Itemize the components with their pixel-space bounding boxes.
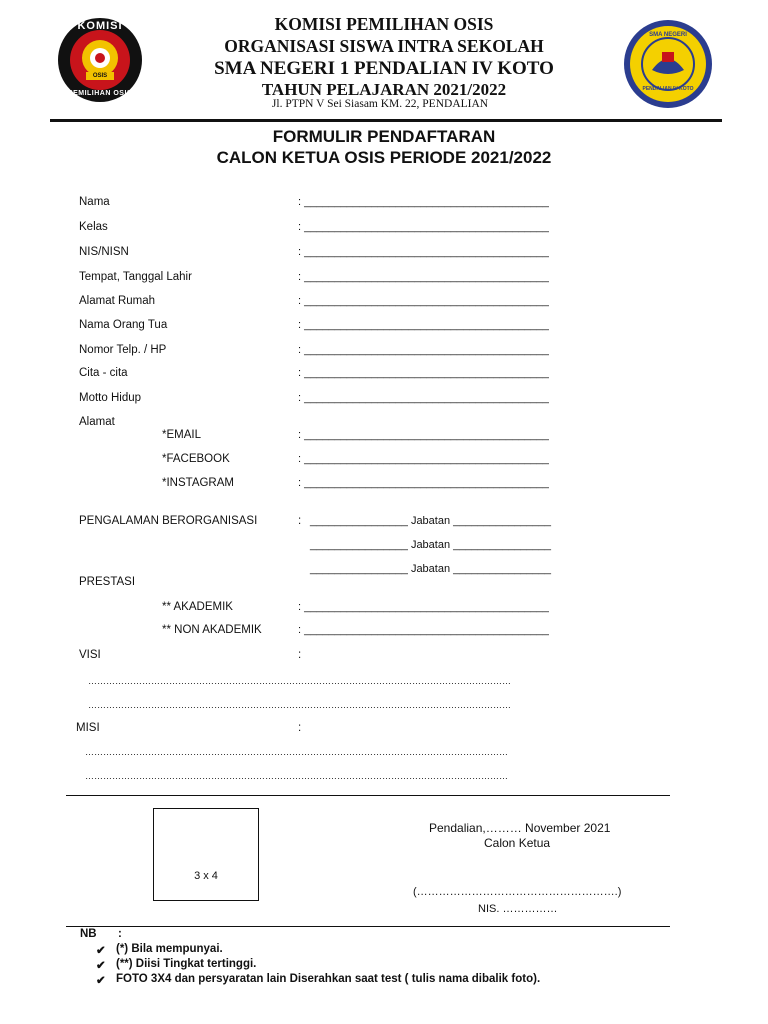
- signature-place-date: Pendalian,……… November 2021: [429, 821, 611, 835]
- komisi-logo-badge: OSIS: [92, 73, 108, 79]
- signature-role: Calon Ketua: [484, 836, 551, 850]
- section-divider: [66, 795, 670, 796]
- field-label-cita: Cita - cita: [79, 367, 128, 379]
- note-item-3: FOTO 3X4 dan persyaratan lain Diserahkan saat test ( tulis nama dibalik foto).: [116, 973, 541, 985]
- notes-colon: :: [118, 928, 122, 940]
- field-label-akademik: ** AKADEMIK: [162, 601, 233, 613]
- form-title-2: CALON KETUA OSIS PERIODE 2021/2022: [216, 148, 552, 167]
- note-item-1: (*) Bila mempunyai.: [116, 943, 223, 955]
- jabatan-line-1[interactable]: ________________ Jabatan ________________: [310, 515, 552, 527]
- check-icon: ✔: [96, 945, 106, 957]
- kop-line-4: TAHUN PELAJARAN 2021/2022: [261, 80, 507, 99]
- field-label-alamat-rumah: Alamat Rumah: [79, 295, 156, 307]
- komisi-logo-top-text: KOMISI: [77, 20, 123, 32]
- misi-dots-2[interactable]: ……………………………………………………………………………………………………………………………: [85, 771, 508, 781]
- field-line-alamat-rumah[interactable]: : ________________________________________: [298, 295, 549, 307]
- field-line-ttl[interactable]: : ________________________________________: [298, 271, 549, 283]
- kop-address: Jl. PTPN V Sei Siasam KM. 22, PENDALIAN: [271, 98, 489, 110]
- check-icon: ✔: [96, 960, 106, 972]
- field-label-misi: MISI: [76, 722, 100, 734]
- visi-colon: :: [298, 649, 302, 661]
- photo-box[interactable]: [153, 808, 259, 901]
- field-label-kelas: Kelas: [79, 221, 108, 233]
- kop-line-1: KOMISI PEMILIHAN OSIS: [274, 14, 494, 34]
- field-label-orang-tua: Nama Orang Tua: [79, 319, 168, 331]
- field-label-telp: Nomor Telp. / HP: [79, 344, 167, 356]
- field-line-email[interactable]: : ________________________________________: [298, 429, 549, 441]
- misi-colon: :: [298, 722, 302, 734]
- note-item-2: (**) Diisi Tingkat tertinggi.: [116, 958, 257, 970]
- field-label-facebook: *FACEBOOK: [162, 453, 230, 465]
- check-icon: ✔: [96, 975, 106, 987]
- notes-divider: [66, 926, 670, 927]
- school-logo-bottom-text: PENDALIAN IV KOTO: [642, 86, 694, 92]
- signature-nis-line[interactable]: NIS. ……………: [478, 903, 558, 915]
- field-line-orang-tua[interactable]: : ________________________________________: [298, 319, 549, 331]
- photo-box-label: 3 x 4: [194, 870, 218, 882]
- form-title-1: FORMULIR PENDAFTARAN: [272, 127, 496, 146]
- visi-dots-2[interactable]: ……………………………………………………………………………………………………………………………: [88, 700, 511, 710]
- field-label-nis: NIS/NISN: [79, 246, 129, 258]
- field-line-kelas[interactable]: : ________________________________________: [298, 221, 549, 233]
- field-line-non-akademik[interactable]: : ________________________________________: [298, 624, 549, 636]
- signature-name-line[interactable]: (……………………………………………….): [413, 886, 622, 898]
- jabatan-line-3[interactable]: ________________ Jabatan ________________: [310, 563, 552, 575]
- field-label-motto: Motto Hidup: [79, 392, 142, 404]
- field-line-nama[interactable]: : ________________________________________: [298, 196, 549, 208]
- kop-line-2: ORGANISASI SISWA INTRA SEKOLAH: [224, 36, 544, 56]
- header-divider: [50, 119, 722, 122]
- field-line-instagram[interactable]: : ________________________________________: [298, 477, 549, 489]
- field-label-ttl: Tempat, Tanggal Lahir: [79, 271, 192, 283]
- notes-label: NB: [80, 928, 97, 940]
- field-label-alamat: Alamat: [79, 416, 115, 428]
- field-label-email: *EMAIL: [162, 429, 201, 441]
- visi-dots-1[interactable]: ……………………………………………………………………………………………………………………………: [88, 676, 511, 686]
- field-line-cita[interactable]: : ________________________________________: [298, 367, 549, 379]
- field-label-pengalaman: PENGALAMAN BERORGANISASI: [79, 515, 258, 527]
- komisi-logo-bottom-text: PEMILIHAN OSIS: [67, 90, 133, 97]
- field-label-non-akademik: ** NON AKADEMIK: [162, 624, 262, 636]
- kop-line-3: SMA NEGERI 1 PENDALIAN IV KOTO: [214, 58, 554, 79]
- field-line-facebook[interactable]: : ________________________________________: [298, 453, 549, 465]
- field-line-nis[interactable]: : ________________________________________: [298, 246, 549, 258]
- field-label-prestasi: PRESTASI: [79, 576, 136, 588]
- field-label-nama: Nama: [79, 196, 110, 208]
- misi-dots-1[interactable]: ……………………………………………………………………………………………………………………………: [85, 747, 508, 757]
- jabatan-line-2[interactable]: ________________ Jabatan ________________: [310, 539, 552, 551]
- field-line-akademik[interactable]: : ________________________________________: [298, 601, 549, 613]
- school-logo-top-text: SMA NEGERI: [649, 32, 687, 38]
- pengalaman-colon: :: [298, 515, 302, 527]
- field-label-instagram: *INSTAGRAM: [162, 477, 234, 489]
- field-label-visi: VISI: [79, 649, 101, 661]
- field-line-telp[interactable]: : ________________________________________: [298, 344, 549, 356]
- field-line-motto[interactable]: : ________________________________________: [298, 392, 549, 404]
